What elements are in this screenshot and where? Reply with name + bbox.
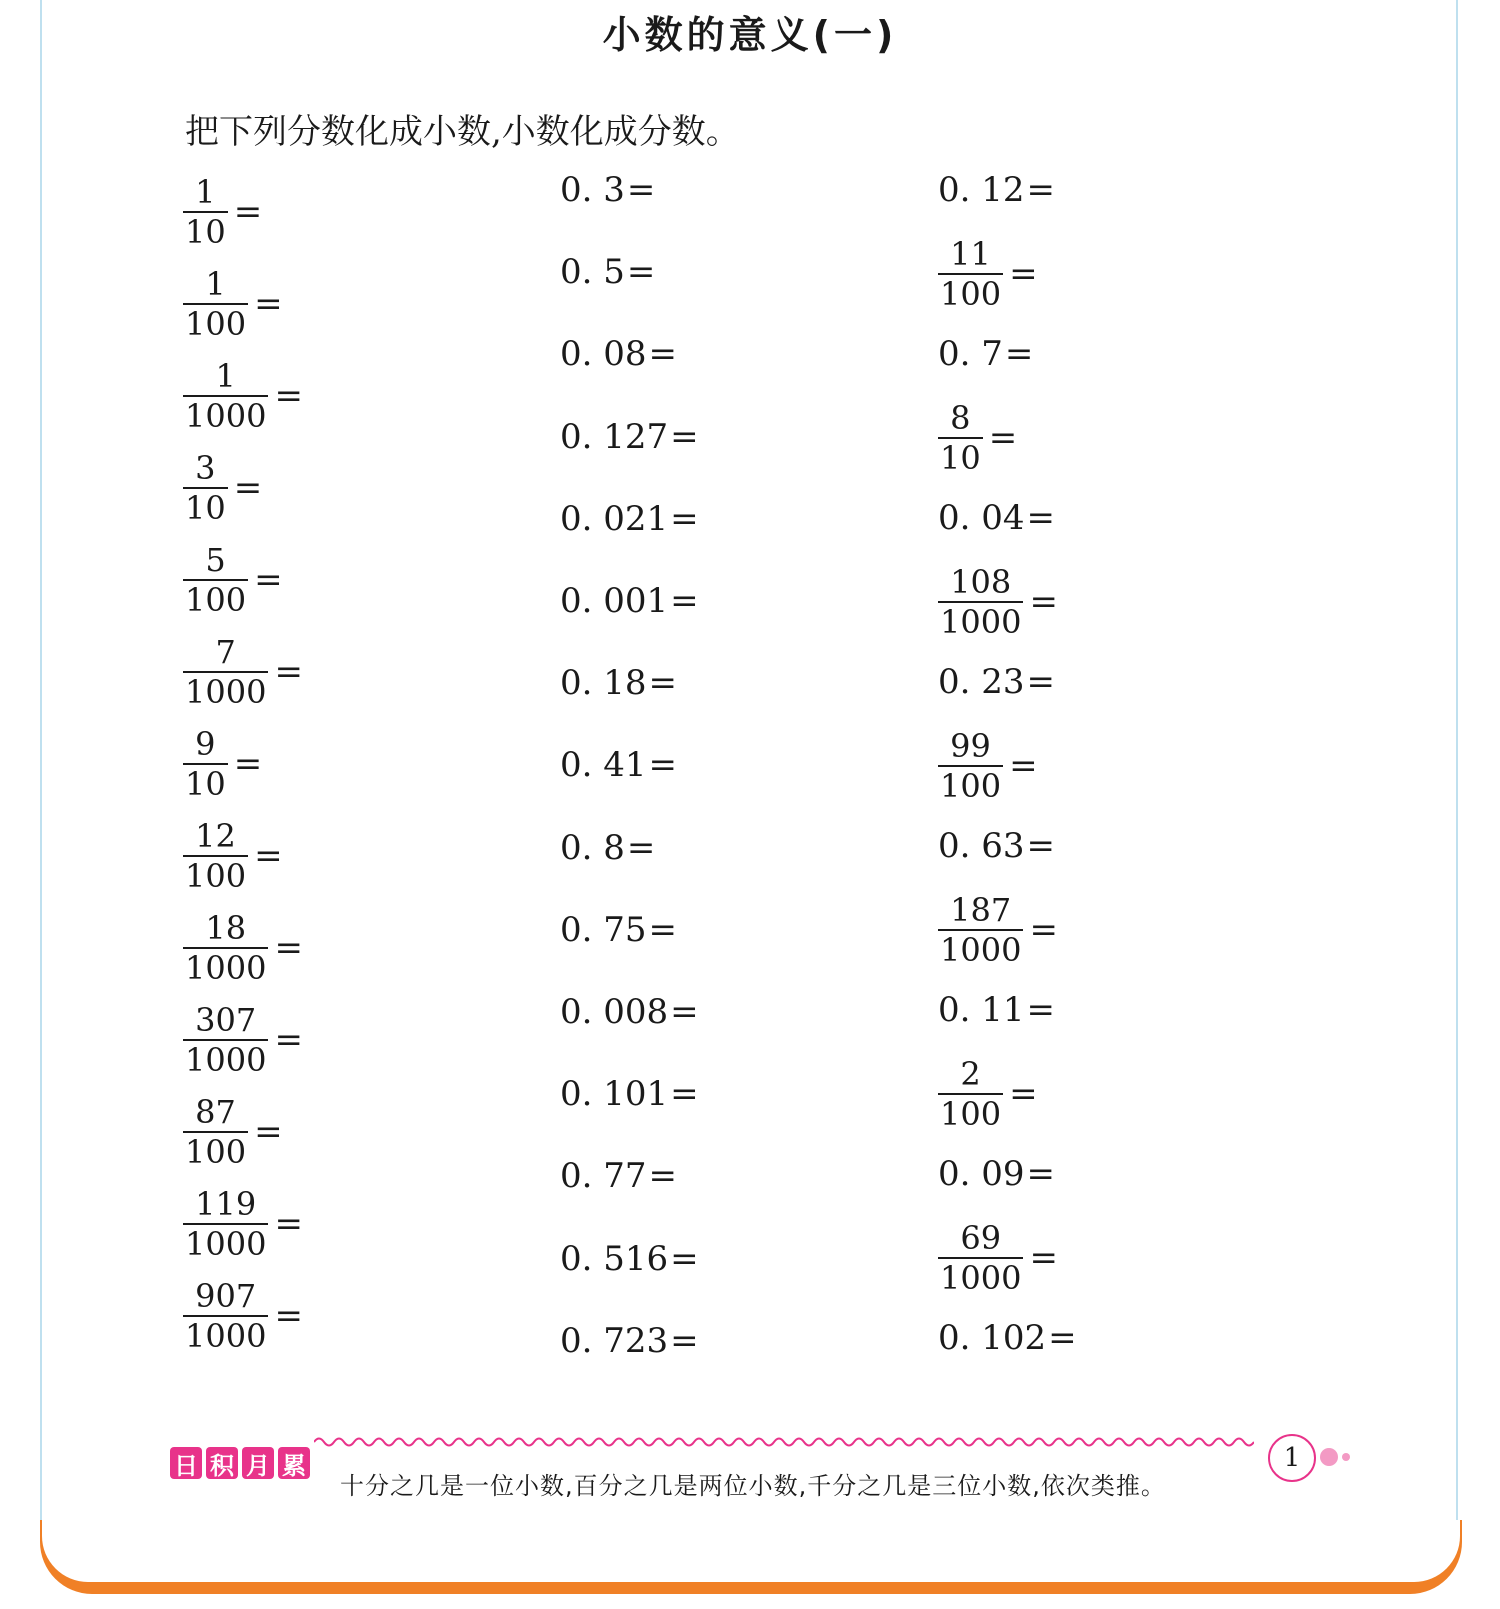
numerator: 2	[960, 1055, 981, 1093]
wavy-divider	[314, 1432, 1254, 1452]
col2-item	[560, 745, 677, 785]
col3-item	[938, 662, 1055, 702]
equals-sign: =	[274, 928, 303, 968]
col1-item	[183, 1277, 303, 1355]
bottom-band-inner	[42, 1520, 1460, 1582]
equals-sign: =	[670, 1074, 699, 1115]
col2-item	[560, 1074, 699, 1114]
col2-item	[560, 663, 677, 703]
denominator: 100	[185, 305, 247, 343]
fraction	[938, 727, 1003, 805]
fraction	[183, 449, 228, 527]
decimal-value: 0. 3	[560, 170, 625, 210]
col2-item	[560, 252, 655, 292]
denominator: 100	[185, 857, 247, 895]
equals-sign: =	[1009, 1074, 1038, 1114]
decimal-value: 0. 021	[560, 498, 669, 539]
fraction	[183, 725, 228, 803]
fraction	[183, 1093, 248, 1171]
equals-sign: =	[670, 1320, 699, 1361]
page-title: 小数的意义(一)	[602, 13, 898, 57]
fraction	[183, 357, 268, 435]
col1-item	[183, 909, 303, 987]
denominator: 1000	[940, 931, 1022, 969]
denominator: 10	[185, 213, 226, 251]
numerator: 11	[950, 235, 991, 273]
col1-item	[183, 449, 263, 527]
col3-item	[938, 990, 1055, 1030]
decimal-value: 0. 41	[560, 745, 647, 786]
fraction	[183, 265, 248, 343]
equals-sign: =	[233, 192, 263, 232]
col3-item	[938, 563, 1058, 641]
instruction: 把下列分数化成小数,小数化成分数。	[185, 112, 740, 152]
denominator: 1000	[185, 1317, 267, 1355]
col1-item	[183, 1093, 283, 1171]
equals-sign: =	[1029, 910, 1058, 950]
numerator: 1	[195, 173, 216, 211]
footer-tip: 十分之几是一位小数,百分之几是两位小数,千分之几是三位小数,依次类推。	[340, 1472, 1166, 1500]
col1-item	[183, 725, 263, 803]
equals-sign: =	[1048, 1318, 1077, 1358]
col3-item	[938, 891, 1058, 969]
decimal-value: 0. 001	[560, 581, 669, 621]
col3-item	[938, 170, 1055, 210]
decimal-value: 0. 09	[938, 1154, 1025, 1194]
col3-item	[938, 334, 1033, 374]
equals-sign: =	[626, 827, 656, 868]
equals-sign: =	[1009, 746, 1038, 786]
numerator: 907	[195, 1277, 257, 1315]
decimal-value: 0. 101	[560, 1074, 669, 1115]
denominator: 1000	[185, 673, 267, 711]
decimal-value: 0. 18	[560, 663, 647, 704]
decimal-value: 0. 63	[938, 826, 1025, 866]
denominator: 100	[185, 1133, 247, 1171]
col1-item	[183, 1001, 303, 1079]
decimal-value: 0. 08	[560, 334, 647, 375]
equals-sign: =	[626, 252, 656, 293]
equals-sign: =	[274, 1296, 303, 1336]
denominator: 10	[185, 489, 226, 527]
equals-sign: =	[648, 745, 678, 786]
fraction	[183, 1277, 268, 1355]
equals-sign: =	[1026, 170, 1056, 210]
numerator: 108	[950, 563, 1012, 601]
numerator: 1	[205, 265, 226, 303]
denominator: 1000	[185, 1041, 267, 1079]
equals-sign: =	[254, 560, 283, 600]
decor-dot-small	[1342, 1453, 1350, 1461]
fraction	[938, 563, 1023, 641]
decimal-value: 0. 7	[938, 334, 1003, 374]
decimal-value: 0. 723	[560, 1320, 669, 1361]
col2-item	[560, 910, 677, 950]
badge-yue: 月	[242, 1447, 274, 1479]
col1-item	[183, 265, 283, 343]
col2-item	[560, 334, 677, 374]
numerator: 187	[950, 891, 1012, 929]
numerator: 1	[215, 357, 236, 395]
denominator: 1000	[185, 397, 267, 435]
numerator: 119	[195, 1185, 257, 1223]
col1-item	[183, 173, 263, 251]
numerator: 9	[195, 725, 216, 763]
fraction	[183, 633, 268, 711]
denominator: 100	[940, 767, 1002, 805]
numerator: 12	[195, 817, 236, 855]
fraction	[183, 1185, 268, 1263]
equals-sign: =	[988, 418, 1018, 458]
col3-item	[938, 498, 1055, 538]
col3-item	[938, 727, 1038, 805]
numerator: 87	[195, 1093, 236, 1131]
col2-item	[560, 992, 699, 1032]
fraction	[938, 235, 1003, 313]
numerator: 307	[195, 1001, 257, 1039]
equals-sign: =	[648, 909, 678, 950]
col3-item	[938, 235, 1038, 313]
badge-ji: 积	[206, 1447, 238, 1479]
denominator: 1000	[185, 949, 267, 987]
equals-sign: =	[274, 652, 303, 692]
equals-sign: =	[648, 663, 678, 704]
col3-item	[938, 1154, 1055, 1194]
numerator: 69	[960, 1219, 1002, 1257]
badge-ri: 日	[170, 1447, 202, 1479]
badge-lei: 累	[278, 1447, 310, 1479]
decimal-value: 0. 12	[938, 170, 1025, 210]
equals-sign: =	[1026, 498, 1056, 538]
col2-item	[560, 170, 655, 210]
fraction	[938, 1055, 1003, 1133]
decimal-value: 0. 75	[560, 909, 647, 950]
fraction	[938, 399, 983, 477]
fraction	[183, 541, 248, 619]
fraction	[183, 909, 268, 987]
fraction	[183, 817, 248, 895]
col2-item	[560, 417, 699, 457]
decimal-value: 0. 008	[560, 992, 669, 1032]
fraction	[938, 891, 1023, 969]
col1-item	[183, 633, 303, 711]
equals-sign: =	[670, 992, 699, 1032]
fraction	[938, 1219, 1023, 1297]
col1-item	[183, 817, 283, 895]
decimal-value: 0. 516	[560, 1238, 669, 1279]
decor-dot	[1320, 1448, 1338, 1466]
decimal-value: 0. 127	[560, 416, 669, 457]
equals-sign: =	[1026, 826, 1056, 866]
col1-item	[183, 541, 283, 619]
decimal-value: 0. 8	[560, 827, 625, 868]
equals-sign: =	[648, 334, 678, 375]
denominator: 10	[185, 765, 226, 803]
denominator: 100	[940, 275, 1002, 313]
col2-item	[560, 828, 655, 868]
equals-sign: =	[670, 498, 699, 539]
decimal-value: 0. 102	[938, 1318, 1047, 1358]
denominator: 10	[940, 439, 981, 477]
denominator: 100	[940, 1095, 1002, 1133]
equals-sign: =	[274, 1204, 303, 1244]
equals-sign: =	[1029, 582, 1058, 622]
denominator: 1000	[940, 603, 1022, 641]
col3-item	[938, 1055, 1038, 1133]
col2-item	[560, 1239, 699, 1279]
footer-badges	[170, 1447, 310, 1479]
col2-item	[560, 1321, 699, 1361]
equals-sign: =	[254, 284, 283, 324]
decimal-value: 0. 23	[938, 662, 1025, 702]
decimal-value: 0. 77	[560, 1156, 647, 1197]
col3-item	[938, 399, 1018, 477]
denominator: 1000	[185, 1225, 267, 1263]
denominator: 100	[185, 581, 247, 619]
numerator: 7	[215, 633, 236, 671]
numerator: 5	[205, 541, 226, 579]
col3-item	[938, 826, 1055, 866]
fraction	[183, 1001, 268, 1079]
decimal-value: 0. 11	[938, 990, 1025, 1030]
page-number: 1	[1268, 1434, 1316, 1482]
col1-item	[183, 1185, 303, 1263]
decimal-value: 0. 5	[560, 252, 625, 293]
equals-sign: =	[274, 1020, 303, 1060]
numerator: 18	[205, 909, 247, 947]
equals-sign: =	[670, 416, 699, 457]
equals-sign: =	[670, 1238, 699, 1279]
equals-sign: =	[1026, 990, 1056, 1030]
equals-sign: =	[254, 836, 283, 876]
equals-sign: =	[648, 1156, 678, 1197]
equals-sign: =	[274, 376, 303, 416]
decimal-value: 0. 04	[938, 498, 1025, 538]
col3-item	[938, 1318, 1077, 1358]
numerator: 8	[950, 399, 971, 437]
equals-sign: =	[233, 468, 263, 508]
fraction	[183, 173, 228, 251]
equals-sign: =	[254, 1112, 283, 1152]
equals-sign: =	[1026, 662, 1056, 702]
equals-sign: =	[670, 581, 699, 621]
denominator: 1000	[940, 1259, 1022, 1297]
equals-sign: =	[1004, 334, 1034, 374]
equals-sign: =	[626, 170, 656, 210]
col2-item	[560, 499, 699, 539]
numerator: 99	[950, 727, 991, 765]
equals-sign: =	[1009, 254, 1038, 294]
col1-item	[183, 357, 303, 435]
col3-item	[938, 1219, 1058, 1297]
col2-item	[560, 1156, 677, 1196]
equals-sign: =	[233, 744, 263, 784]
equals-sign: =	[1026, 1154, 1056, 1194]
equals-sign: =	[1029, 1238, 1058, 1278]
col2-item	[560, 581, 699, 621]
numerator: 3	[195, 449, 216, 487]
